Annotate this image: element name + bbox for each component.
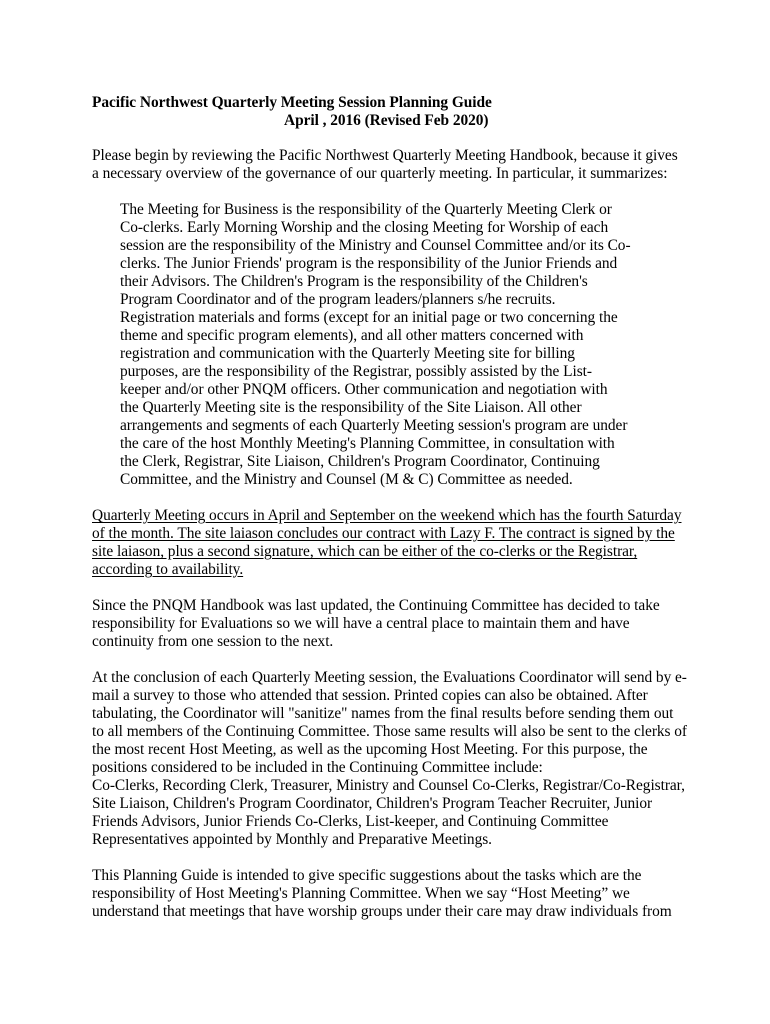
survey-line: the most recent Host Meeting, as well as the upcoming Host Meeting. For this purpose, the xyxy=(92,741,648,758)
schedule-line: of the month. The site laiason concludes our contract with Lazy F. The contract is signed by the xyxy=(92,525,675,542)
intro-line: a necessary overview of the governance of our quarterly meeting. In particular, it summarizes: xyxy=(92,165,668,182)
schedule-line: Quarterly Meeting occurs in April and September on the weekend which has the fourth Saturday xyxy=(92,507,682,524)
survey-line: mail a survey to those who attended that session. Printed copies can also be obtained. After xyxy=(92,687,648,704)
evaluations-line: responsibility for Evaluations so we will have a central place to maintain them and have xyxy=(92,615,630,632)
summary-line: theme and specific program elements), and all other matters concerned with xyxy=(120,327,584,344)
planning-line: responsibility of Host Meeting's Planning Committee. When we say “Host Meeting” we xyxy=(92,885,630,902)
summary-line: their Advisors. The Children's Program is the responsibility of the Children's xyxy=(120,273,588,290)
survey-line: Representatives appointed by Monthly and Preparative Meetings. xyxy=(92,831,492,848)
summary-line: clerks. The Junior Friends' program is the responsibility of the Junior Friends and xyxy=(120,255,618,272)
survey-line: Site Liaison, Children's Program Coordinator, Children's Program Teacher Recruiter, Junior xyxy=(92,795,653,812)
intro-line: Please begin by reviewing the Pacific Northwest Quarterly Meeting Handbook, because it gives xyxy=(92,147,678,164)
summary-line: The Meeting for Business is the responsibility of the Quarterly Meeting Clerk or xyxy=(120,201,612,218)
summary-line: Program Coordinator and of the program leaders/planners s/he recruits. xyxy=(120,291,556,308)
planning-line: This Planning Guide is intended to give specific suggestions about the tasks which are the xyxy=(92,867,642,884)
summary-line: arrangements and segments of each Quarterly Meeting session's program are under xyxy=(120,417,628,434)
summary-line: session are the responsibility of the Ministry and Counsel Committee and/or its Co- xyxy=(120,237,631,254)
survey-line: At the conclusion of each Quarterly Meeting session, the Evaluations Coordinator will send by e- xyxy=(92,669,687,686)
summary-line: the care of the host Monthly Meeting's Planning Committee, in consultation with xyxy=(120,435,615,452)
schedule-line: site laiason, plus a second signature, which can be either of the co-clerks or the Registrar, xyxy=(92,543,638,560)
survey-line: positions considered to be included in the Continuing Committee include: xyxy=(92,759,543,776)
summary-line: Registration materials and forms (except for an initial page or two concerning the xyxy=(120,309,618,326)
summary-line: Co-clerks. Early Morning Worship and the closing Meeting for Worship of each xyxy=(120,219,609,236)
summary-line: the Quarterly Meeting site is the responsibility of the Site Liaison. All other xyxy=(120,399,582,416)
summary-line: purposes, are the responsibility of the Registrar, possibly assisted by the List- xyxy=(120,363,592,380)
survey-line: Co-Clerks, Recording Clerk, Treasurer, Ministry and Counsel Co-Clerks, Registrar/Co-Registrar, xyxy=(92,777,685,794)
summary-line: Committee, and the Ministry and Counsel (M & C) Committee as needed. xyxy=(120,471,573,488)
evaluations-line: Since the PNQM Handbook was last updated, the Continuing Committee has decided to take xyxy=(92,597,660,614)
summary-line: the Clerk, Registrar, Site Liaison, Children's Program Coordinator, Continuing xyxy=(120,453,600,470)
summary-line: keeper and/or other PNQM officers. Other communication and negotiation with xyxy=(120,381,608,398)
survey-line: to all members of the Continuing Committee. Those same results will also be sent to the clerks of xyxy=(92,723,687,740)
schedule-line: according to availability. xyxy=(92,561,244,578)
planning-line: understand that meetings that have worship groups under their care may draw individuals from xyxy=(92,903,672,920)
evaluations-line: continuity from one session to the next. xyxy=(92,633,334,650)
document-date: April , 2016 (Revised Feb 2020) xyxy=(284,112,489,129)
document-title: Pacific Northwest Quarterly Meeting Session Planning Guide xyxy=(92,94,492,111)
summary-line: registration and communication with the Quarterly Meeting site for billing xyxy=(120,345,575,362)
survey-line: tabulating, the Coordinator will "sanitize" names from the final results before sending them out xyxy=(92,705,674,722)
survey-line: Friends Advisors, Junior Friends Co-Clerks, List-keeper, and Continuing Committee xyxy=(92,813,609,830)
